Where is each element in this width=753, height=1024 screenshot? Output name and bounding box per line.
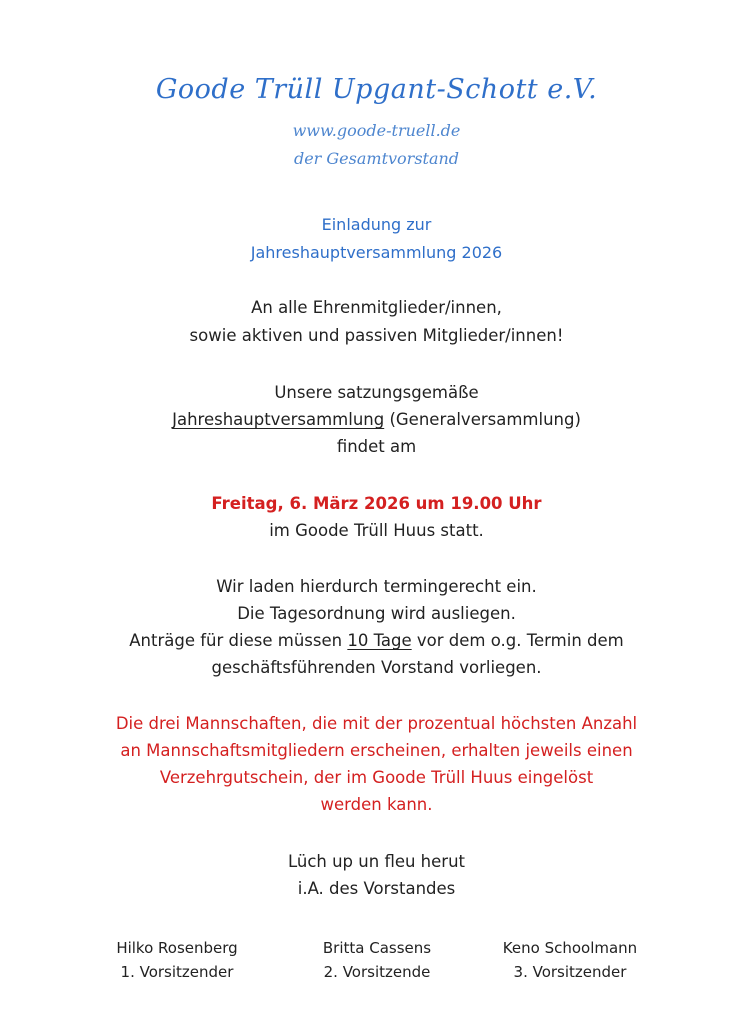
org-website: www.goode-truell.de <box>292 121 461 140</box>
event-location: im Goode Trüll Huus statt. <box>269 521 484 540</box>
announcement-line3: findet am <box>336 437 417 456</box>
greeting-line1: An alle Ehrenmitglieder/innen, <box>251 298 502 317</box>
details-line4: geschäftsführenden Vorstand vorliegen. <box>211 658 542 677</box>
details-line1: Wir laden hierdurch termingerecht ein. <box>216 577 537 596</box>
notice-line2: an Mannschaftsmitgliedern erscheinen, erhalten jeweils einen <box>120 741 633 760</box>
signatory-name: Hilko Rosenberg <box>116 939 238 957</box>
signatory-role: 3. Vorsitzender <box>513 963 627 981</box>
closing-line2: i.A. des Vorstandes <box>297 879 456 898</box>
signatory-name: Keno Schoolmann <box>502 939 638 957</box>
signatory-3 <box>470 936 670 984</box>
invitation-heading-line1: Einladung zur <box>321 215 432 234</box>
signatory-role: 2. Vorsitzende <box>323 963 431 981</box>
notice-line1: Die drei Mannschaften, die mit der prozentual höchsten Anzahl <box>115 714 638 733</box>
event-datetime: Freitag, 6. März 2026 um 19.00 Uhr <box>211 494 542 513</box>
announcement-line1: Unsere satzungsgemäße <box>274 383 479 402</box>
signatory-2 <box>277 936 477 984</box>
details-line3 <box>0 631 753 650</box>
signatory-name: Britta Cassens <box>322 939 432 957</box>
notice-line3: Verzehrgutschein, der im Goode Trüll Huus eingelöst <box>159 768 594 787</box>
deadline-post: vor dem o.g. Termin dem <box>411 631 624 650</box>
deadline-pre: Anträge für diese müssen <box>129 631 348 650</box>
meeting-alt-name: (Generalversammlung) <box>384 410 581 429</box>
closing-line1: Lüch up un fleu herut <box>287 852 466 871</box>
greeting-line2: sowie aktiven und passiven Mitglieder/innen! <box>189 326 564 345</box>
org-title: Goode Trüll Upgant-Schott e.V. <box>155 74 598 105</box>
invitation-heading-line2: Jahreshauptversammlung 2026 <box>250 243 503 262</box>
announcement-line2 <box>0 410 753 429</box>
meeting-name-underlined: Jahreshauptversammlung <box>172 410 385 429</box>
notice-line4: werden kann. <box>320 795 433 814</box>
signatory-role: 1. Vorsitzender <box>120 963 234 981</box>
signatory-1 <box>77 936 277 984</box>
org-subtitle: der Gesamtvorstand <box>293 149 460 168</box>
details-line2: Die Tagesordnung wird ausliegen. <box>237 604 516 623</box>
deadline-days-underlined: 10 Tage <box>347 631 412 650</box>
